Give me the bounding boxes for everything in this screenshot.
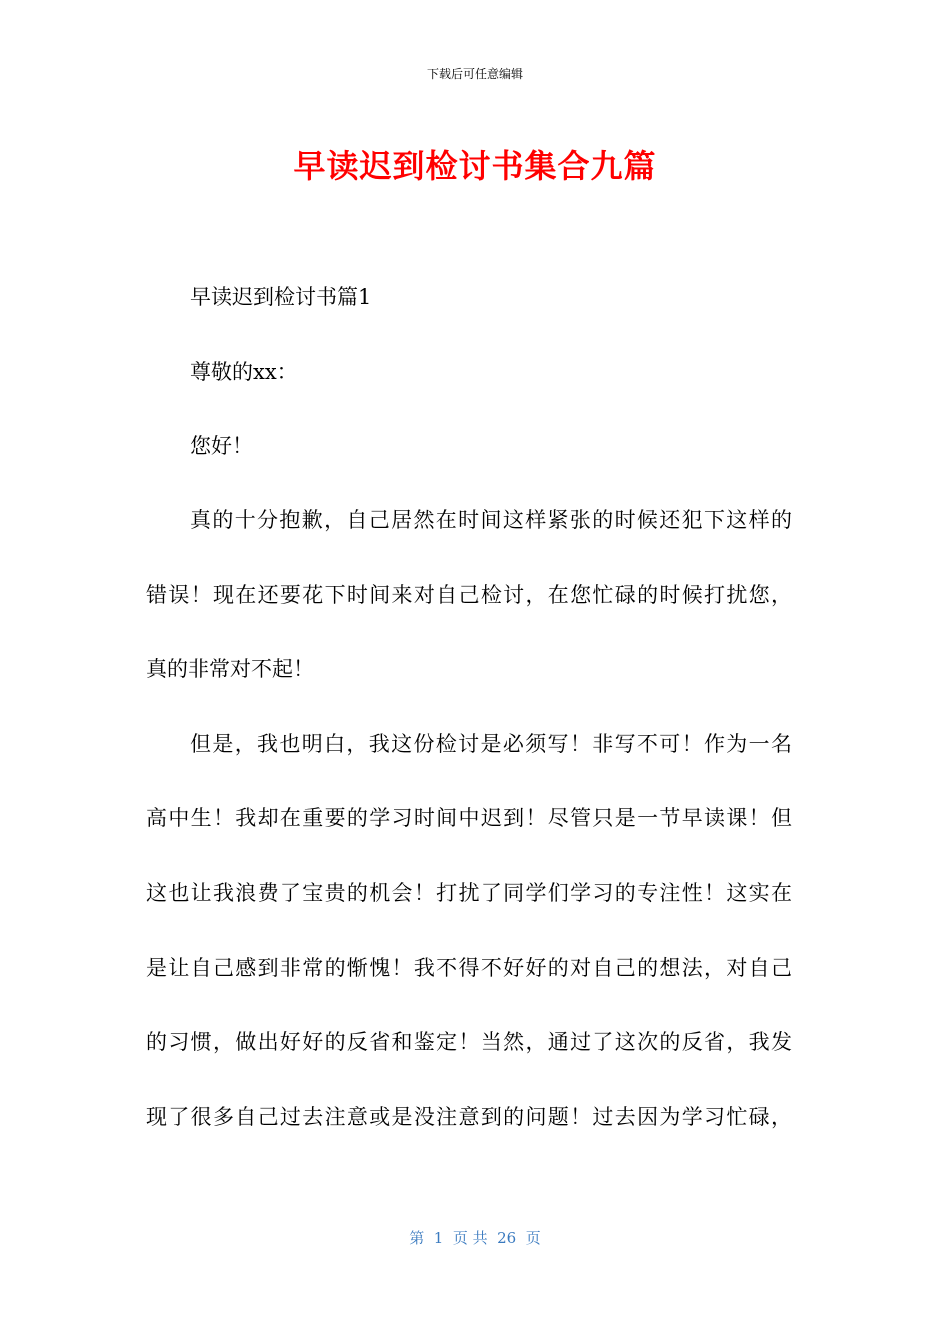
paragraph-line: 错误！现在还要花下时间来对自己检讨，在您忙碌的时候打扰您，: [146, 583, 792, 607]
paragraph-line: 但是，我也明白，我这份检讨是必须写！非写不可！作为一名: [190, 732, 792, 756]
paragraph-line: 是让自己感到非常的惭愧！我不得不好好的对自己的想法，对自己: [146, 956, 792, 980]
greeting: 您好！: [190, 434, 253, 458]
paragraph-line: 的习惯，做出好好的反省和鉴定！当然，通过了这次的反省，我发: [146, 1030, 792, 1054]
paragraph-line: 这也让我浪费了宝贵的机会！打扰了同学们学习的专注性！这实在: [146, 881, 792, 905]
page-header-note: 下载后可任意编辑: [426, 67, 523, 81]
section-heading: 早读迟到检讨书篇1: [190, 285, 372, 309]
paragraph-line: 真的非常对不起！: [146, 657, 314, 681]
paragraph-line: 高中生！我却在重要的学习时间中迟到！尽管只是一节早读课！但: [146, 806, 792, 830]
document-title: 早读迟到检讨书集合九篇: [293, 147, 657, 185]
paragraph-line: 现了很多自己过去注意或是没注意到的问题！过去因为学习忙碌，: [146, 1105, 792, 1129]
salutation: 尊敬的xx：: [190, 360, 298, 384]
paragraph-line: 真的十分抱歉，自己居然在时间这样紧张的时候还犯下这样的: [190, 508, 792, 532]
page-number-footer: 第 1 页 共 26 页: [409, 1229, 541, 1247]
